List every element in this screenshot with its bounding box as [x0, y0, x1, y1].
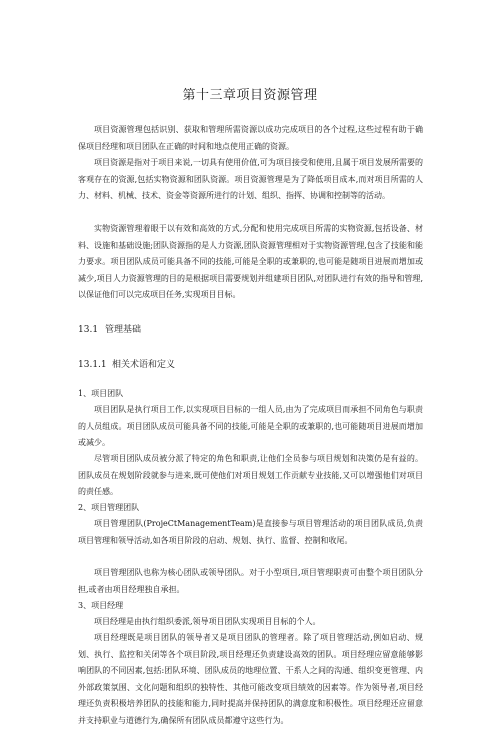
item-1-paragraph-2: 尽管项目团队成员被分派了特定的角色和职责,让他们全员参与项目规划和决策仍是有益的。团队成员在规划阶段就参与进来,既可使他们对项目规划工作贡献专业技能,又可以增强他们对项目的责任感。	[78, 454, 423, 496]
subsection-heading	[78, 359, 175, 371]
item-2-title: 2、项目管理团队	[78, 503, 140, 512]
item-3-paragraph-1: 项目经理是由执行组织委派,领导项目团队实现项目目标的个人。	[94, 617, 321, 626]
item-3-title: 3、项目经理	[78, 601, 124, 610]
item-1-title: 1、项目团队	[78, 389, 124, 398]
section-number: 13.1	[78, 325, 99, 335]
intro-paragraph-2: 项目资源是指对于项目来说,一切具有使用价值,可为项目接受和使用,且属于项目发展所需要的客观存在的资源,包括实物资源和团队资源。项目资源管理是为了降低项目成本,而对项目所需的人力、材料、机械、技术、资金等资源所进行的计划、组织、指挥、协调和控制等的活动。	[78, 158, 423, 200]
section-heading	[78, 324, 141, 336]
item-1-paragraph-1: 项目团队是执行项目工作,以实现项目目标的一组人员,由为了完成项目而承担不同角色与职责的人员组成。项目团队成员可能具备不同的技能,可能是全职的或兼职的,也可能随项目进展而增加或减少。	[78, 405, 423, 447]
subsection-title: 相关术语和定义	[112, 360, 176, 370]
subsection-number: 13.1.1	[78, 360, 107, 370]
section-title: 管理基础	[105, 325, 142, 335]
item-2-paragraph-2: 项目管理团队也称为核心团队或领导团队。对于小型项目,项目管理职责可由整个项目团队分担,或者由项目经理独自承担。	[78, 568, 423, 594]
item-3-paragraph-2: 项目经理既是项目团队的领导者又是项目团队的管理者。除了项目管理活动,例如启动、规划、执行、监控和关闭等各个项目阶段,项目经理还负责建设高效的团队。项目经理应留意能够影响团队的不同因素,包括:团队环境、团队成员的地理位置、干系人之间的沟通、组织变更管理、内外部政策氛围、文化问题和组织的独特性、其他可能改变项目绩效的因素等。作为领导者,项目经理还负责积极培养团队的技能和能力,同时提高并保持团队的满意度和积极性。项目经理还应留意并支持职业与道德行为,确保所有团队成员都遵守这些行为。	[78, 633, 423, 725]
intro-paragraph-3: 实物资源管理着眼于以有效和高效的方式,分配和使用完成项目所需的实物资源,包括设备、材料、设施和基础设施;团队资源指的是人力资源,团队资源管理相对于实物资源管理,包含了技能和能力要求。项目团队成员可能具备不同的技能,可能是全职的或兼职的,也可能是随项目进展而增加或减少,项目人力资源管理的目的是根据项目需要规划并组建项目团队,对团队进行有效的指导和管理,以保证他们可以完成项目任务,实现项目目标。	[78, 224, 423, 299]
intro-paragraph-1: 项目资源管理包括识别、获取和管理所需资源以成功完成项目的各个过程,这些过程有助于确保项目经理和项目团队在正确的时间和地点使用正确的资源。	[78, 125, 423, 151]
item-2-paragraph-1: 项目管理团队(ProjeCtManagementTeam)是直接参与项目管理活动的项目团队成员,负责项目管理和领导活动,如各项目阶段的启动、规划、执行、监督、控制和收尾。	[78, 519, 423, 545]
chapter-title: 第十三章项目资源管理	[182, 88, 318, 103]
